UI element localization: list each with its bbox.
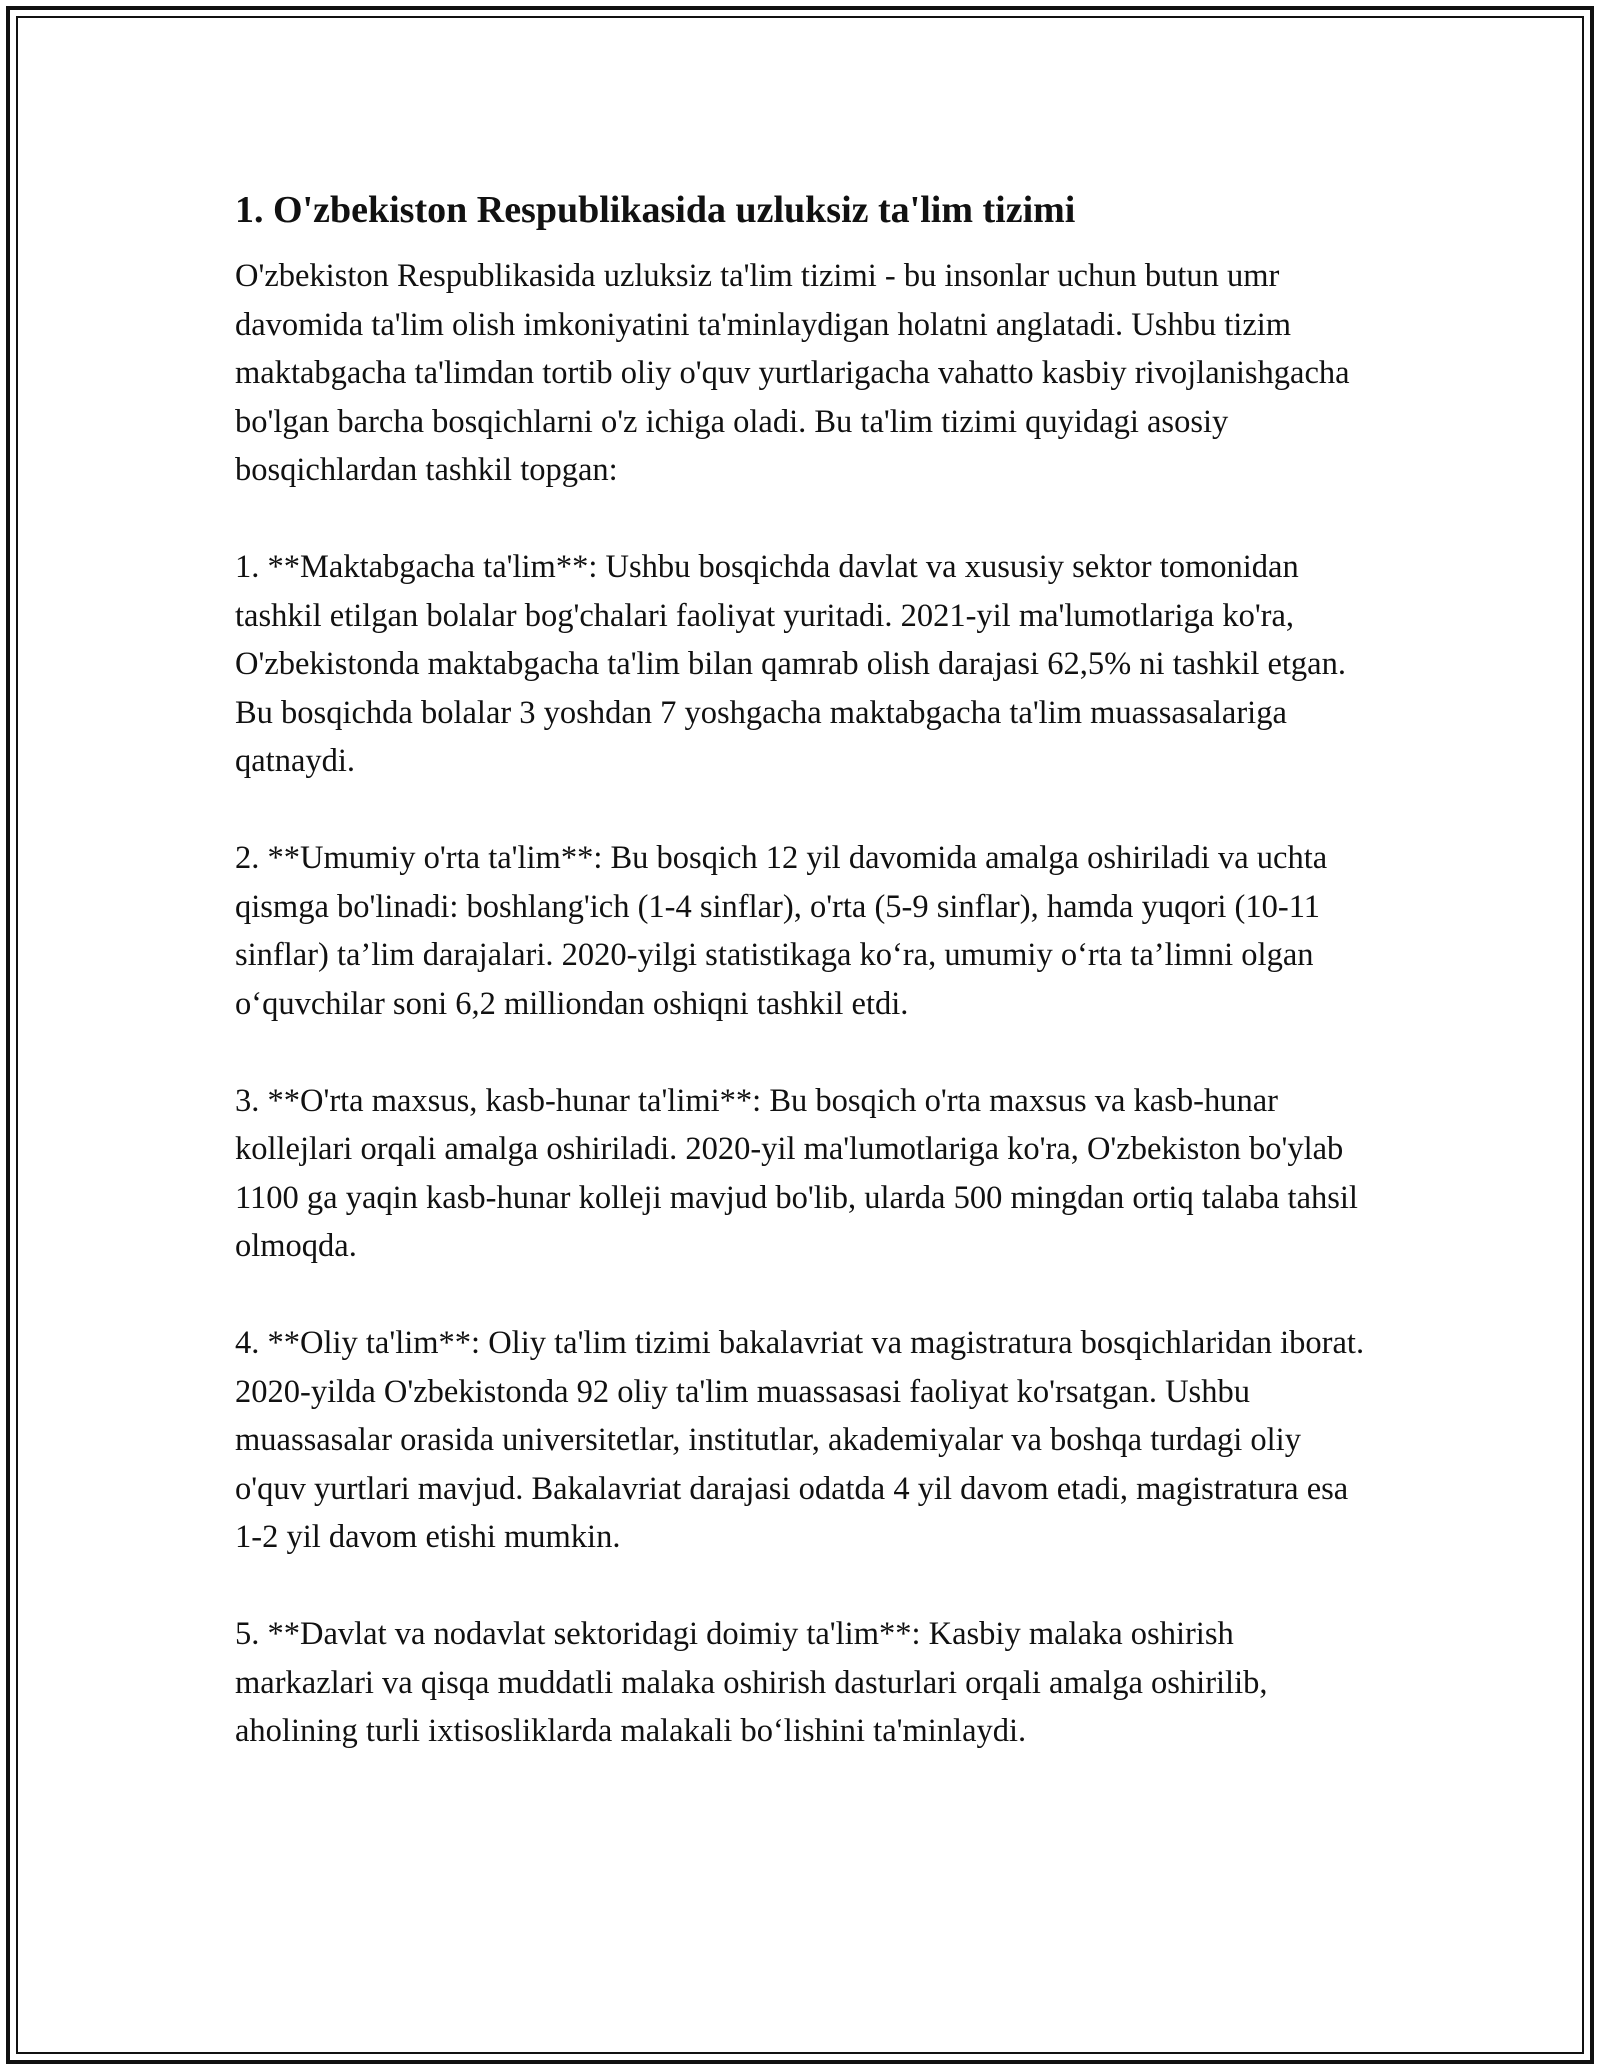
intro-paragraph: O'zbekiston Respublikasida uzluksiz ta'lim tizimi - bu insonlar uchun butun umr davomida ta'lim olish imkoniyatini ta'minlaydigan holatni anglatadi. Ushbu tizim maktabgacha ta'limdan tortib oliy o'quv yurtlarigacha vahatto kasbiy rivojlanishgacha bo'lgan barcha bosqichlarni o'z ichiga oladi. Bu ta'lim tizimi quyidagi asosiy bosqichlardan tashkil topgan: <box>235 258 1350 488</box>
paragraph-preschool: 1. **Maktabgacha ta'lim**: Ushbu bosqichda davlat va xususiy sektor tomonidan tashkil etilgan bolalar bog'chalari faoliyat yuritadi. 2021-yil ma'lumotlariga ko'ra, O'zbekistonda maktabgacha ta'lim bilan qamrab olish darajasi 62,5% ni tashkil etgan. Bu bosqichda bolalar 3 yoshdan 7 yoshgacha maktabgacha ta'lim muassasalariga qatnaydi. <box>235 549 1346 779</box>
paragraph-vocational: 3. **O'rta maxsus, kasb-hunar ta'limi**: Bu bosqich o'rta maxsus va kasb-hunar kollejlari orqali amalga oshiriladi. 2020-yil ma'lumotlariga ko'ra, O'zbekiston bo'ylab 1100 ga yaqin kasb-hunar kolleji mavjud bo'lib, ularda 500 mingdan ortiq talaba tahsil olmoqda. <box>235 1082 1358 1264</box>
paragraph-general-secondary: 2. **Umumiy o'rta ta'lim**: Bu bosqich 12 yil davomida amalga oshiriladi va uchta qismga bo'linadi: boshlang'ich (1-4 sinflar), o'rta (5-9 sinflar), hamda yuqori (10-11 sinflar) ta’lim darajalari. 2020-yilgi statistikaga ko‘ra, umumiy o‘rta ta’limni olgan o‘quvchilar soni 6,2 milliondan oshiqni tashkil etdi. <box>235 840 1328 1022</box>
document-heading: 1. O'zbekiston Respublikasida uzluksiz ta'lim tizimi <box>235 189 1076 231</box>
paragraph-continuing-education: 5. **Davlat va nodavlat sektoridagi doimiy ta'lim**: Kasbiy malaka oshirish markazlari va qisqa muddatli malaka oshirish dasturlari orqali amalga oshirilib, aholining turli ixtisosliklarda malakali bo‘lishini ta'minlaydi. <box>235 1616 1268 1749</box>
document-body <box>235 186 1375 1804</box>
paragraph-higher-education: 4. **Oliy ta'lim**: Oliy ta'lim tizimi bakalavriat va magistratura bosqichlaridan iborat. 2020-yilda O'zbekistonda 92 oliy ta'lim muassasasi faoliyat ko'rsatgan. Ushbu muassasalar orasida universitetlar, institutlar, akademiyalar va boshqa turdagi oliy o'quv yurtlari mavjud. Bakalavriat darajasi odatda 4 yil davom etadi, magistratura esa 1-2 yil davom etishi mumkin. <box>235 1325 1365 1555</box>
